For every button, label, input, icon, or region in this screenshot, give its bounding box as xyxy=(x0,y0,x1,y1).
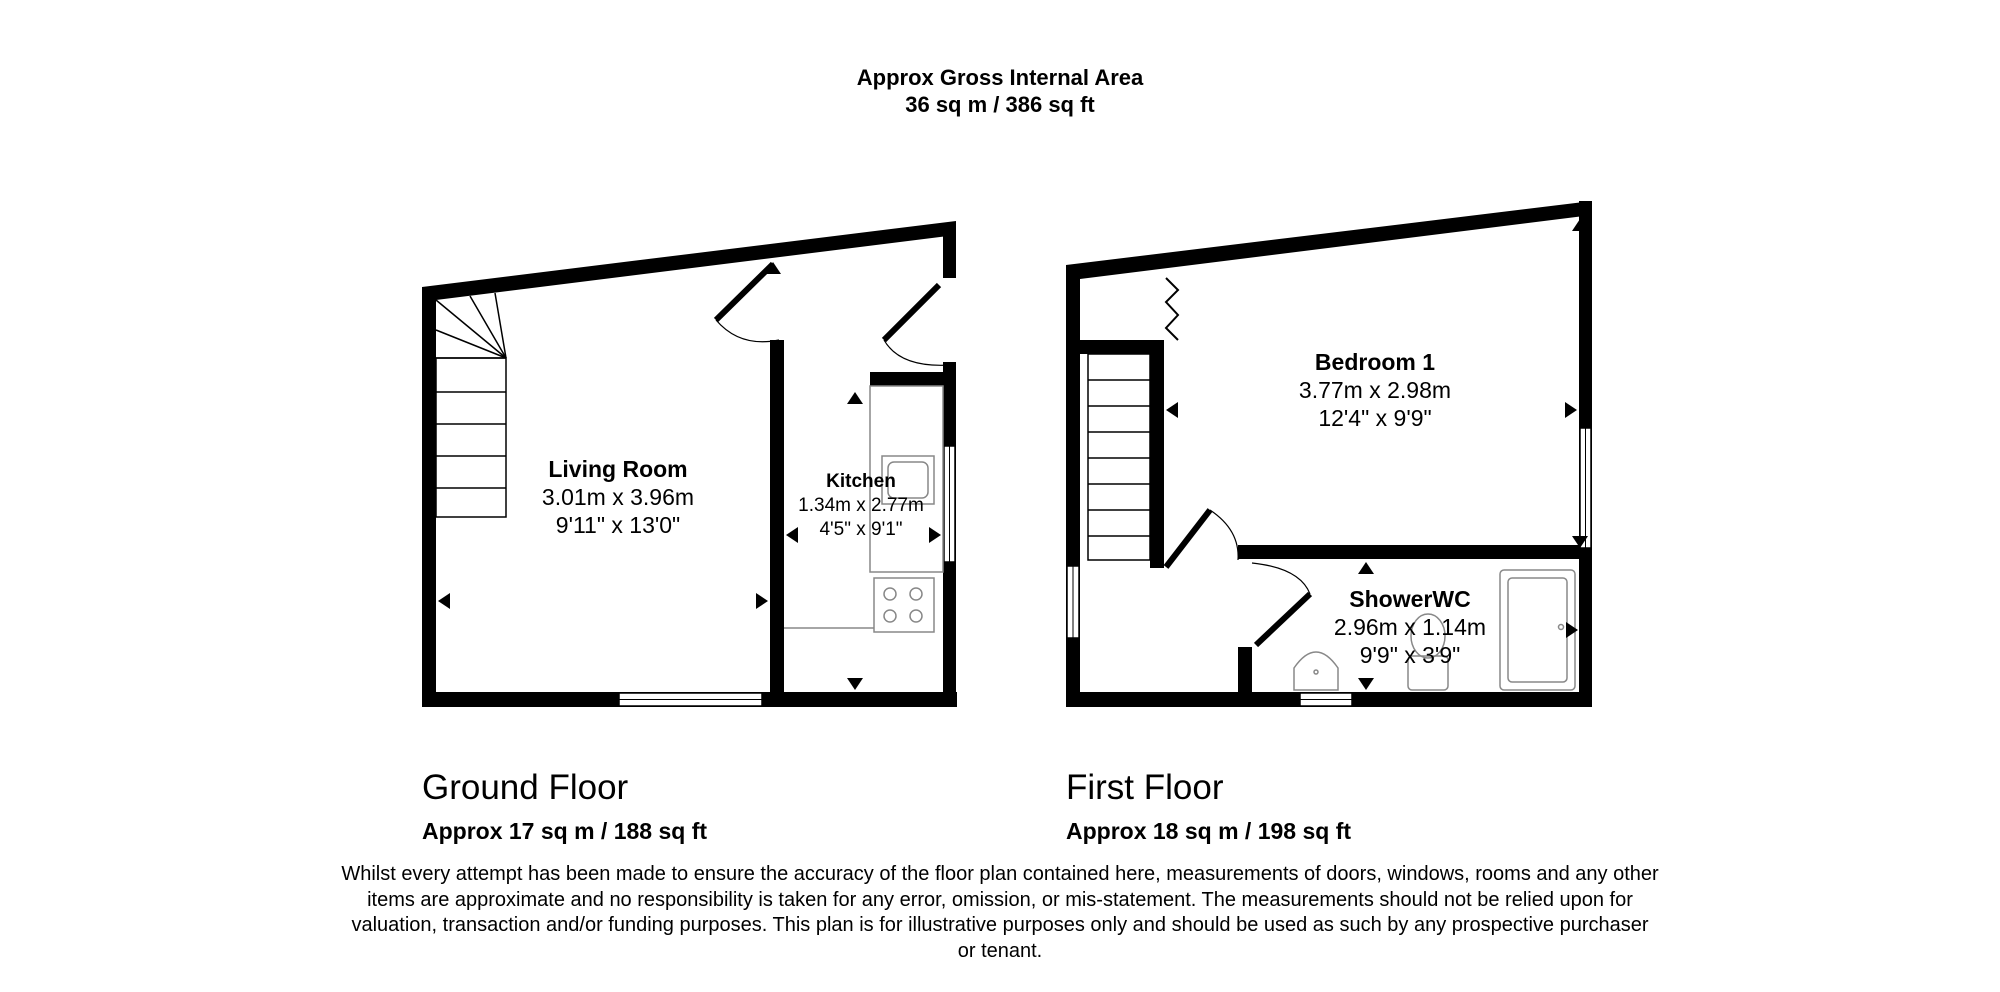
gross-area-title: Approx Gross Internal Area xyxy=(856,65,1144,90)
living-room-label xyxy=(493,455,743,539)
disclaimer-text: Whilst every attempt has been made to ensure the accuracy of the floor plan contained here, measurements of doors, windows, rooms and any other items are approximate and no responsibility is taken for any error, omission, or mis-statement. The measurements should not be relied upon for valuation, transaction and/or funding purposes. This plan is for illustrative purposes only and should be used as such by any prospective purchaser or tenant. xyxy=(341,863,1659,962)
ground-top-wall xyxy=(422,221,956,300)
first-left-wall xyxy=(1066,265,1080,707)
first-doors xyxy=(1166,278,1310,645)
bedroom-imperial: 12'4" x 9'9" xyxy=(1318,405,1432,431)
bedroom-door xyxy=(1166,510,1210,567)
kitchen-label xyxy=(776,470,946,542)
stair-enclosure-top xyxy=(1080,340,1162,354)
living-room-metric: 3.01m x 3.96m xyxy=(541,484,695,510)
shower-metric: 2.96m x 1.14m xyxy=(1333,614,1487,640)
kitchen-imperial: 4'5" x 9'1" xyxy=(819,519,903,540)
bedroom-name: Bedroom 1 xyxy=(1314,349,1436,375)
shower-top-wall xyxy=(1238,545,1592,559)
ground-left-wall xyxy=(422,287,436,707)
kitchen-top-wall xyxy=(870,372,956,386)
ground-doors xyxy=(716,264,950,365)
shower-imperial: 9'9" x 3'9" xyxy=(1359,642,1461,668)
kitchen-door xyxy=(884,285,939,340)
kitchen-name: Kitchen xyxy=(826,471,896,492)
gross-area-value: 36 sq m / 386 sq ft xyxy=(905,92,1095,117)
first-floor-title: First Floor xyxy=(1066,768,1224,807)
living-room-imperial: 9'11" x 13'0" xyxy=(555,512,681,538)
ground-right-wall-upper xyxy=(943,223,956,278)
shower-label xyxy=(1300,585,1520,669)
bedroom-metric: 3.77m x 2.98m xyxy=(1298,377,1452,403)
ground-floor-title: Ground Floor xyxy=(422,768,629,807)
shower-left-wall-stub xyxy=(1238,647,1252,707)
hob-icon xyxy=(874,578,934,632)
kitchen-metric: 1.34m x 2.77m xyxy=(798,495,924,516)
stair-enclosure-right xyxy=(1150,340,1164,568)
wardrobe-door xyxy=(1166,278,1178,340)
first-top-wall xyxy=(1066,201,1592,279)
first-floor-area: Approx 18 sq m / 198 sq ft xyxy=(1066,818,1352,844)
ground-floor-area: Approx 17 sq m / 188 sq ft xyxy=(422,818,708,844)
living-room-name: Living Room xyxy=(548,456,688,482)
bedroom-label xyxy=(1250,348,1500,432)
first-staircase xyxy=(1088,354,1150,560)
living-room-door xyxy=(716,264,773,320)
shower-name: ShowerWC xyxy=(1349,586,1471,612)
